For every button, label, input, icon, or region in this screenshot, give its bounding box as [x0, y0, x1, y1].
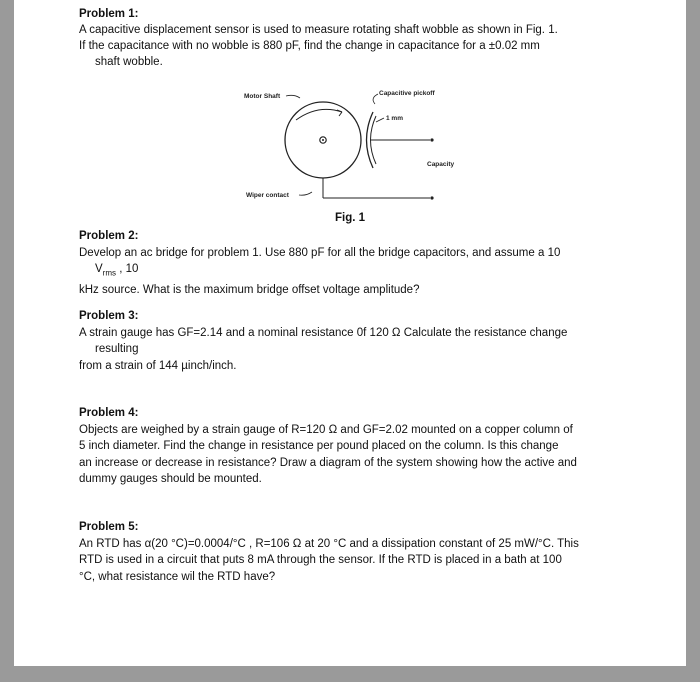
- problem-3: [79, 308, 609, 374]
- problem-2-line-3: kHz source. What is the maximum bridge offset voltage amplitude?: [79, 283, 420, 296]
- problem-4-line-1: Objects are weighed by a strain gauge of R=120 Ω and GF=2.02 mounted on a copper column of: [79, 423, 573, 436]
- problem-2-title: Problem 2:: [79, 230, 139, 242]
- problem-3-line-1: A strain gauge has GF=2.14 and a nominal resistance 0f 120 Ω Calculate the resistance change: [79, 326, 568, 339]
- problem-2: [79, 228, 609, 298]
- problem-1-line-3: shaft wobble.: [95, 56, 163, 68]
- problem-5-line-1: An RTD has α(20 °C)=0.0004/°C , R=106 Ω at 20 °C and a dissipation constant of 25 mW/°C. This: [79, 537, 579, 550]
- capacity-terminal-top: [430, 138, 433, 141]
- problem-1-line-2: If the capacitance with no wobble is 880 pF, find the change in capacitance for a ±0.02 mm: [79, 40, 540, 52]
- label-gap: 1 mm: [386, 115, 403, 122]
- label-capacity: Capacity: [427, 161, 455, 168]
- problem-5-line-3: °C, what resistance wil the RTD have?: [79, 570, 276, 583]
- problem-2-line-2-rest: , 10: [116, 263, 139, 275]
- label-wiper-contact: Wiper contact: [246, 192, 289, 199]
- voltage-symbol: V: [95, 263, 103, 275]
- problem-3-line-2: resulting: [95, 343, 139, 355]
- problem-4-line-4: dummy gauges should be mounted.: [79, 473, 262, 485]
- problem-4: [79, 405, 609, 488]
- problem-1: [79, 6, 609, 70]
- figure-1: [220, 86, 480, 210]
- capacitive-sensor-diagram: [220, 86, 480, 210]
- problem-5-line-2: RTD is used in a circuit that puts 8 mA through the sensor. If the RTD is placed in a bath at 100: [79, 554, 562, 566]
- problem-1-line-1: A capacitive displacement sensor is used to measure rotating shaft wobble as shown in Fig. 1.: [79, 24, 558, 36]
- problem-5-title: Problem 5:: [79, 521, 139, 533]
- problem-2-line-1: Develop an ac bridge for problem 1. Use 880 pF for all the bridge capacitors, and assume a 10: [79, 246, 561, 259]
- rms-subscript: rms: [102, 268, 116, 278]
- label-motor-shaft: Motor Shaft: [244, 93, 281, 100]
- problem-1-title: Problem 1:: [79, 8, 139, 20]
- rotation-arrow: [296, 109, 342, 120]
- problem-4-line-3: an increase or decrease in resistance? Draw a diagram of the system showing how the active and: [79, 456, 577, 469]
- label-capacitive-pickoff: Capacitive pickoff: [379, 90, 435, 97]
- problem-2-line-2: [79, 261, 609, 282]
- problem-4-line-2: 5 inch diameter. Find the change in resistance per pound placed on the column. Is this change: [79, 440, 559, 452]
- capacity-terminal-bottom: [430, 196, 433, 199]
- problem-3-line-3: from a strain of 144 µinch/inch.: [79, 359, 237, 372]
- problem-4-title: Problem 4:: [79, 407, 139, 419]
- problem-5: [79, 519, 609, 585]
- figure-caption: Fig. 1: [335, 212, 366, 224]
- problem-3-title: Problem 3:: [79, 310, 139, 322]
